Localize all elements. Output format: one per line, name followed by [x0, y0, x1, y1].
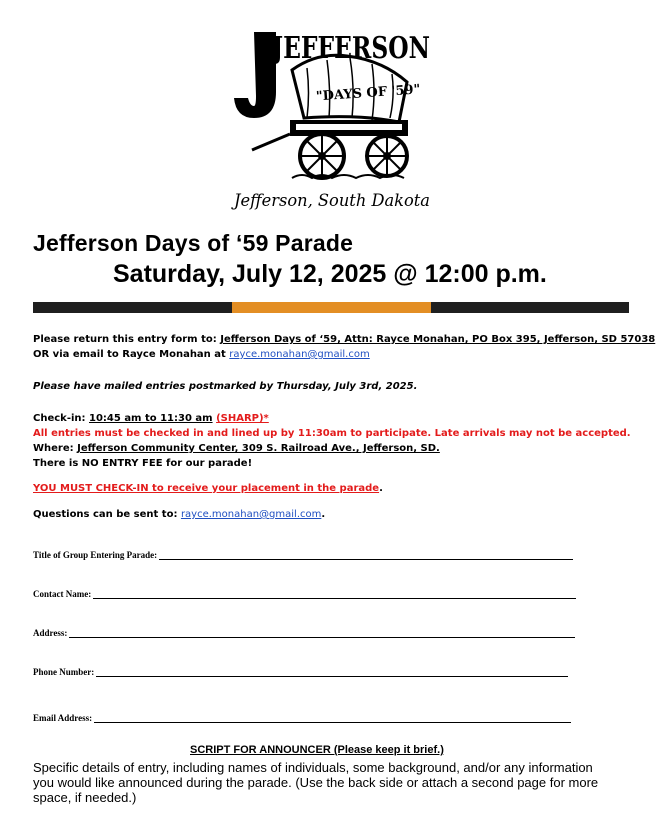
logo-brand-text: JEFFERSON — [269, 31, 430, 66]
divider-segment-dark — [33, 302, 232, 313]
return-address: Jefferson Days of ‘59, Attn: Rayce Monahan, PO Box 395, Jefferson, SD 57038 — [220, 334, 656, 345]
email-field-line[interactable] — [94, 715, 571, 723]
covered-wagon-logo-graphic — [232, 26, 432, 216]
phone-field-line[interactable] — [96, 669, 568, 677]
phone-field-label: Phone Number: — [33, 667, 95, 677]
return-prefix: Please return this entry form to: — [33, 334, 221, 345]
where-line — [33, 443, 440, 454]
divider-segment-orange — [232, 302, 431, 313]
group-field-line[interactable] — [159, 552, 573, 560]
email-field-label: Email Address: — [33, 713, 93, 723]
questions-prefix: Questions can be sent to: — [33, 509, 181, 520]
page-title: Jefferson Days of ‘59 Parade — [33, 230, 354, 256]
postmark-note: Please have mailed entries postmarked by Thursday, July 3rd, 2025. — [33, 381, 418, 392]
checkin-line — [33, 413, 269, 424]
where-label: Where: — [33, 443, 78, 454]
group-field-label: Title of Group Entering Parade: — [33, 550, 158, 560]
announcer-script-heading: SCRIPT FOR ANNOUNCER (Please keep it brief.) — [190, 744, 444, 756]
checkin-time: 10:45 am to 11:30 am — [89, 413, 213, 424]
group-field-row — [33, 550, 573, 560]
logo-signature: Jefferson, South Dakota — [231, 191, 430, 211]
return-instructions — [33, 334, 655, 345]
email-field-row — [33, 713, 571, 723]
address-field-label: Address: — [33, 628, 68, 638]
contact-field-row — [33, 589, 576, 599]
jefferson-days-logo — [232, 26, 432, 216]
email-instructions — [33, 349, 370, 360]
announcer-script-instructions: Specific details of entry, including names of individuals, some background, and/or any information you would like announced during the parade. (Use the back side or attach a second page for more space, if needed.) — [33, 760, 599, 805]
must-checkin-line — [33, 483, 383, 494]
event-date-time: Saturday, July 12, 2025 @ 12:00 p.m. — [113, 260, 547, 288]
questions-email-link[interactable]: rayce.monahan@gmail.com — [180, 509, 322, 520]
must-checkin-text: YOU MUST CHECK-IN to receive your placement in the parade — [33, 483, 380, 494]
phone-field-row — [33, 667, 568, 677]
email-prefix: OR via email to Rayce Monahan at — [33, 349, 230, 360]
logo-wagon-text: "DAYS OF '59" — [315, 82, 421, 105]
lineup-warning: All entries must be checked in and lined up by 11:30am to participate. Late arrivals may not be accepted. — [33, 428, 631, 439]
address-field-row — [33, 628, 575, 638]
header-divider-bar — [33, 302, 629, 313]
questions-line — [33, 509, 325, 520]
contact-field-line[interactable] — [93, 591, 576, 599]
must-checkin-end: . — [379, 483, 383, 494]
email-link[interactable]: rayce.monahan@gmail.com — [229, 349, 370, 360]
address-field-line[interactable] — [69, 630, 575, 638]
questions-end: . — [321, 509, 326, 520]
fee-note: There is NO ENTRY FEE for our parade! — [33, 458, 253, 469]
divider-segment-dark — [431, 302, 629, 313]
where-value: Jefferson Community Center, 309 S. Railroad Ave., Jefferson, SD. — [77, 443, 440, 454]
checkin-label: Check-in: — [33, 413, 89, 424]
contact-field-label: Contact Name: — [33, 589, 92, 599]
checkin-sharp: (SHARP)* — [216, 413, 269, 424]
